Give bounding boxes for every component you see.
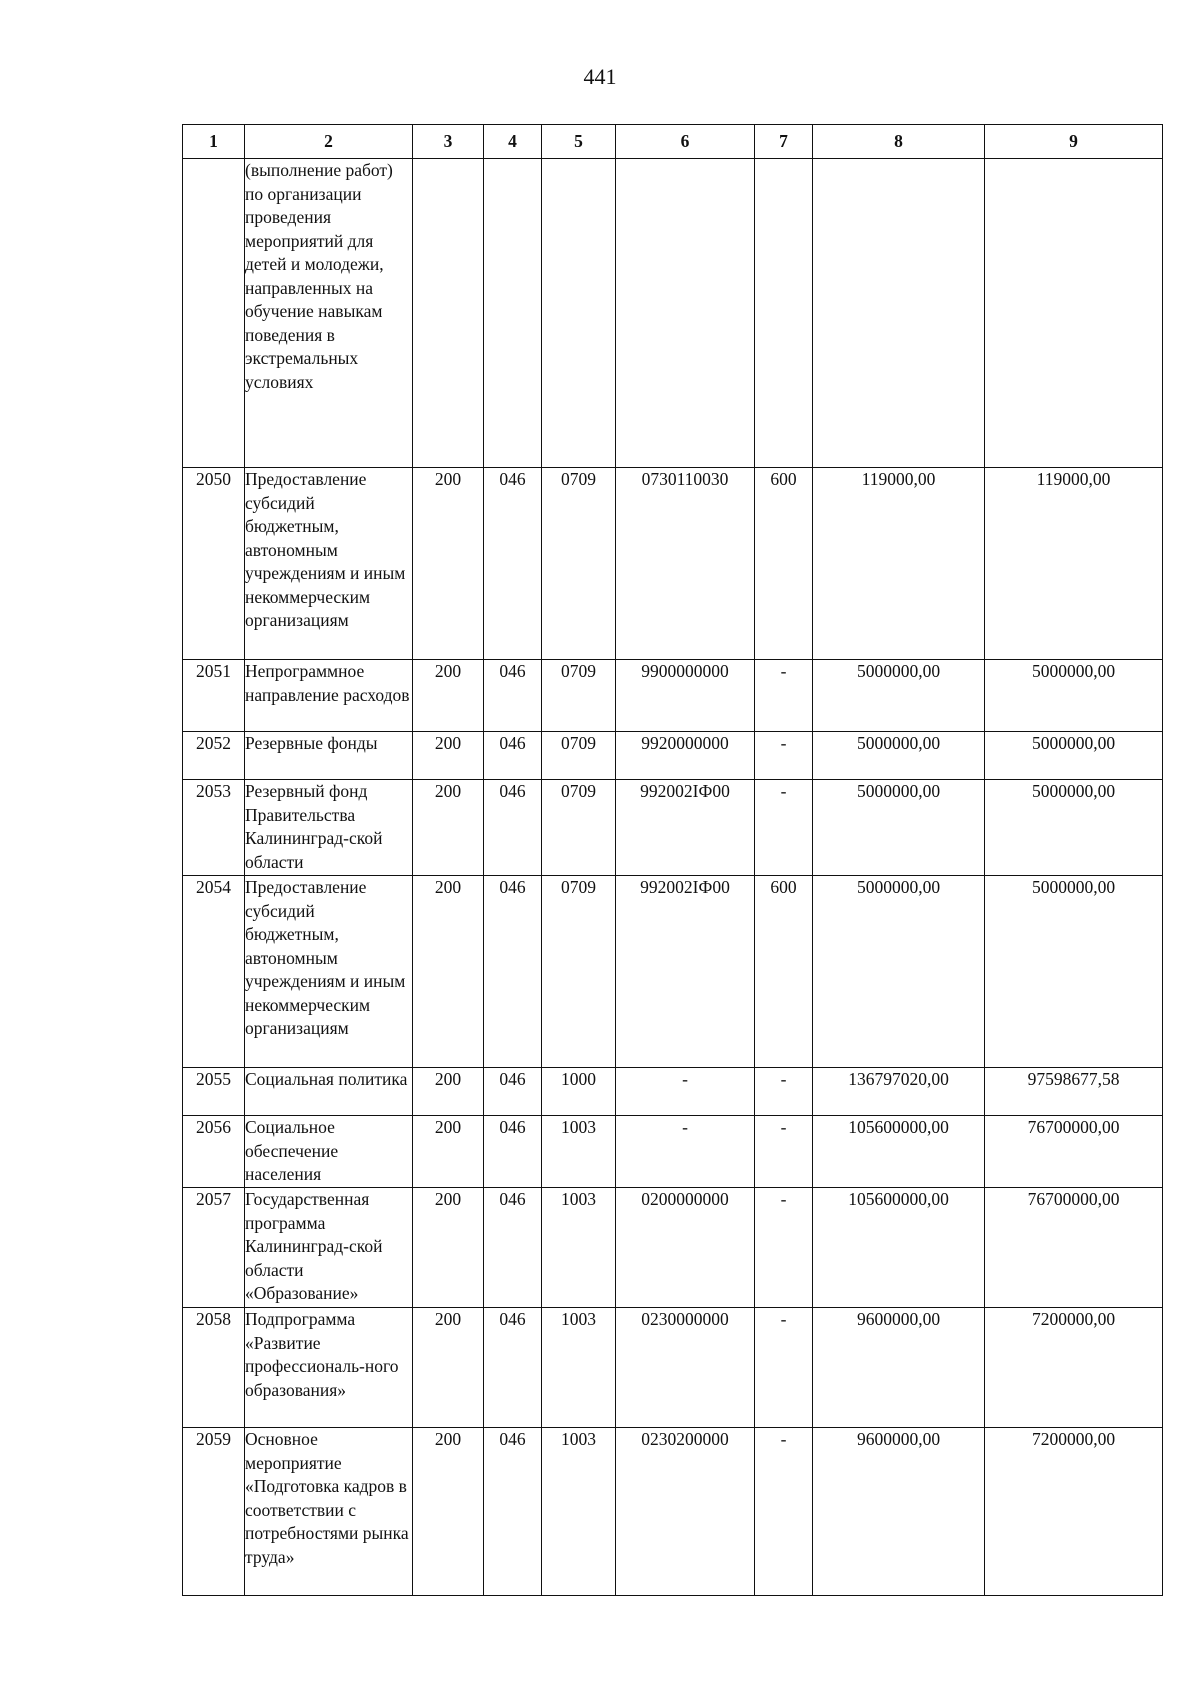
cell-col5: 0709 bbox=[542, 660, 616, 732]
cell-col4: 046 bbox=[484, 780, 542, 876]
cell-col6: 0730110030 bbox=[616, 468, 755, 660]
row-name: Социальное обеспечение населения bbox=[245, 1116, 413, 1188]
table-row bbox=[183, 159, 1163, 468]
cell-col3: 200 bbox=[413, 660, 484, 732]
cell-col8: 5000000,00 bbox=[813, 660, 985, 732]
table-row bbox=[183, 660, 1163, 732]
budget-table bbox=[182, 124, 1163, 1596]
cell-col7: - bbox=[755, 660, 813, 732]
cell-col3: 200 bbox=[413, 1188, 484, 1308]
cell-col5: 0709 bbox=[542, 732, 616, 780]
cell-col8: 5000000,00 bbox=[813, 780, 985, 876]
cell-col6: 9900000000 bbox=[616, 660, 755, 732]
row-number: 2055 bbox=[183, 1068, 245, 1116]
cell-col5 bbox=[542, 159, 616, 468]
row-number: 2058 bbox=[183, 1308, 245, 1428]
column-header: 5 bbox=[542, 125, 616, 159]
cell-col7: - bbox=[755, 1068, 813, 1116]
cell-col4: 046 bbox=[484, 1308, 542, 1428]
cell-col6: - bbox=[616, 1068, 755, 1116]
cell-col5: 1003 bbox=[542, 1116, 616, 1188]
row-name: Резервный фонд Правительства Калининград-ской области bbox=[245, 780, 413, 876]
cell-col9: 119000,00 bbox=[985, 468, 1163, 660]
cell-col5: 1000 bbox=[542, 1068, 616, 1116]
column-header: 3 bbox=[413, 125, 484, 159]
row-number: 2052 bbox=[183, 732, 245, 780]
cell-col3: 200 bbox=[413, 780, 484, 876]
cell-col9: 97598677,58 bbox=[985, 1068, 1163, 1116]
column-header: 8 bbox=[813, 125, 985, 159]
cell-col8: 105600000,00 bbox=[813, 1116, 985, 1188]
cell-col9: 76700000,00 bbox=[985, 1188, 1163, 1308]
cell-col3: 200 bbox=[413, 1428, 484, 1596]
cell-col9: 5000000,00 bbox=[985, 780, 1163, 876]
table-row bbox=[183, 876, 1163, 1068]
table-row bbox=[183, 1068, 1163, 1116]
cell-col4: 046 bbox=[484, 468, 542, 660]
cell-col4: 046 bbox=[484, 660, 542, 732]
cell-col3: 200 bbox=[413, 468, 484, 660]
cell-col3: 200 bbox=[413, 732, 484, 780]
row-number: 2051 bbox=[183, 660, 245, 732]
row-name: Предоставление субсидий бюджетным, автономным учреждениям и иным некоммерческим организациям bbox=[245, 468, 413, 660]
table-row bbox=[183, 780, 1163, 876]
cell-col6: 0230000000 bbox=[616, 1308, 755, 1428]
cell-col8: 5000000,00 bbox=[813, 732, 985, 780]
cell-col3: 200 bbox=[413, 876, 484, 1068]
cell-col8: 9600000,00 bbox=[813, 1428, 985, 1596]
cell-col7: 600 bbox=[755, 876, 813, 1068]
page-number: 441 bbox=[583, 64, 617, 89]
cell-col3: 200 bbox=[413, 1116, 484, 1188]
cell-col5: 1003 bbox=[542, 1428, 616, 1596]
cell-col4: 046 bbox=[484, 1068, 542, 1116]
row-number: 2059 bbox=[183, 1428, 245, 1596]
cell-col6: 0200000000 bbox=[616, 1188, 755, 1308]
table-row bbox=[183, 1428, 1163, 1596]
cell-col6 bbox=[616, 159, 755, 468]
row-name: Основное мероприятие «Подготовка кадров в соответствии с потребностями рынка труда» bbox=[245, 1428, 413, 1596]
cell-col9: 7200000,00 bbox=[985, 1308, 1163, 1428]
cell-col5: 0709 bbox=[542, 468, 616, 660]
row-name: Непрограммное направление расходов bbox=[245, 660, 413, 732]
cell-col6: 992002IФ00 bbox=[616, 876, 755, 1068]
column-header: 7 bbox=[755, 125, 813, 159]
column-header: 6 bbox=[616, 125, 755, 159]
row-number: 2057 bbox=[183, 1188, 245, 1308]
cell-col7: - bbox=[755, 1188, 813, 1308]
cell-col9: 5000000,00 bbox=[985, 660, 1163, 732]
row-name: Предоставление субсидий бюджетным, автономным учреждениям и иным некоммерческим организациям bbox=[245, 876, 413, 1068]
cell-col8: 119000,00 bbox=[813, 468, 985, 660]
table-row bbox=[183, 732, 1163, 780]
column-header: 2 bbox=[245, 125, 413, 159]
cell-col9: 5000000,00 bbox=[985, 732, 1163, 780]
row-name: Социальная политика bbox=[245, 1068, 413, 1116]
cell-col9: 76700000,00 bbox=[985, 1116, 1163, 1188]
cell-col7: 600 bbox=[755, 468, 813, 660]
cell-col4: 046 bbox=[484, 732, 542, 780]
column-header: 1 bbox=[183, 125, 245, 159]
cell-col8: 136797020,00 bbox=[813, 1068, 985, 1116]
cell-col8: 9600000,00 bbox=[813, 1308, 985, 1428]
cell-col8: 5000000,00 bbox=[813, 876, 985, 1068]
cell-col7 bbox=[755, 159, 813, 468]
cell-col6: 9920000000 bbox=[616, 732, 755, 780]
cell-col6: 0230200000 bbox=[616, 1428, 755, 1596]
cell-col7: - bbox=[755, 732, 813, 780]
cell-col4: 046 bbox=[484, 1188, 542, 1308]
cell-col6: - bbox=[616, 1116, 755, 1188]
row-name: Государственная программа Калининград-ской области «Образование» bbox=[245, 1188, 413, 1308]
row-name: Подпрограмма «Развитие профессиональ-ного образования» bbox=[245, 1308, 413, 1428]
cell-col7: - bbox=[755, 1308, 813, 1428]
cell-col5: 0709 bbox=[542, 876, 616, 1068]
cell-col3 bbox=[413, 159, 484, 468]
row-name: (выполнение работ) по организации проведения мероприятий для детей и молодежи, направленных на обучение навыкам поведения в экстремальных условиях bbox=[245, 159, 413, 468]
cell-col9 bbox=[985, 159, 1163, 468]
cell-col5: 0709 bbox=[542, 780, 616, 876]
cell-col7: - bbox=[755, 1428, 813, 1596]
column-header: 4 bbox=[484, 125, 542, 159]
cell-col5: 1003 bbox=[542, 1308, 616, 1428]
cell-col9: 5000000,00 bbox=[985, 876, 1163, 1068]
cell-col3: 200 bbox=[413, 1308, 484, 1428]
cell-col4: 046 bbox=[484, 876, 542, 1068]
row-number: 2054 bbox=[183, 876, 245, 1068]
cell-col9: 7200000,00 bbox=[985, 1428, 1163, 1596]
cell-col4: 046 bbox=[484, 1428, 542, 1596]
cell-col5: 1003 bbox=[542, 1188, 616, 1308]
row-number: 2056 bbox=[183, 1116, 245, 1188]
cell-col4: 046 bbox=[484, 1116, 542, 1188]
cell-col6: 992002IФ00 bbox=[616, 780, 755, 876]
column-header: 9 bbox=[985, 125, 1163, 159]
header-row bbox=[183, 125, 1163, 159]
cell-col4 bbox=[484, 159, 542, 468]
cell-col8 bbox=[813, 159, 985, 468]
cell-col3: 200 bbox=[413, 1068, 484, 1116]
cell-col7: - bbox=[755, 1116, 813, 1188]
table-row bbox=[183, 468, 1163, 660]
row-number: 2050 bbox=[183, 468, 245, 660]
table-row bbox=[183, 1116, 1163, 1188]
cell-col8: 105600000,00 bbox=[813, 1188, 985, 1308]
row-name: Резервные фонды bbox=[245, 732, 413, 780]
table-row bbox=[183, 1188, 1163, 1308]
table-row bbox=[183, 1308, 1163, 1428]
cell-col7: - bbox=[755, 780, 813, 876]
row-number: 2053 bbox=[183, 780, 245, 876]
row-number bbox=[183, 159, 245, 468]
